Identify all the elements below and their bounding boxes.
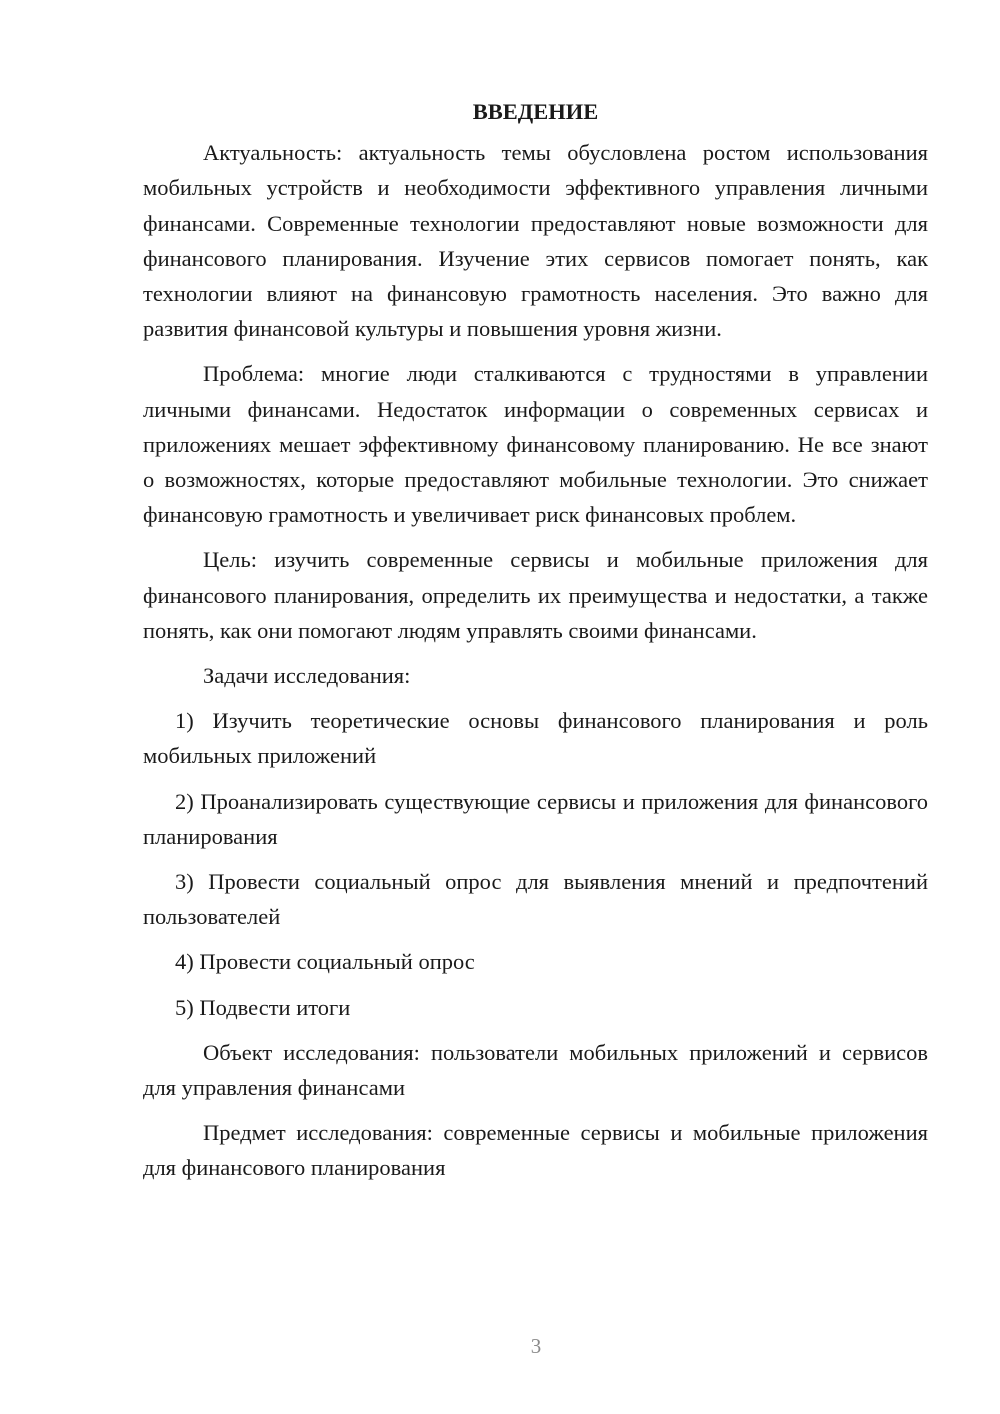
task-item-4: 4) Провести социальный опрос — [175, 949, 475, 975]
goal-paragraph: Цель: изучить современные сервисы и мобильные приложения для финансового планирования, определить их преимущества и недостатки, а также понять, как они помогают людям управлять своими финансами. — [143, 547, 928, 643]
task-item-3: 3) Провести социальный опрос для выявления мнений и предпочтений пользователей — [143, 869, 928, 930]
subject-paragraph: Предмет исследования: современные сервисы и мобильные приложения для финансового планирования — [143, 1120, 928, 1181]
object-paragraph: Объект исследования: пользователи мобильных приложений и сервисов для управления финансами — [143, 1039, 928, 1101]
page-content — [143, 94, 928, 1196]
task-item-2: 2) Проанализировать существующие сервисы и приложения для финансового планирования — [143, 788, 928, 849]
problem-paragraph: Проблема: многие люди сталкиваются с трудностями в управлении личными финансами. Недостаток информации о современных сервисах и приложениях мешает эффективному финансовому планированию. Не все знают о возможностях, которые предоставляют мобильные технологии. Это снижает финансовую грамотность и увеличивает риск финансовых проблем. — [143, 361, 928, 528]
task-item-5: 5) Подвести итоги — [175, 994, 351, 1020]
page-number: 3 — [530, 1334, 542, 1358]
tasks-heading: Задачи исследования: — [203, 663, 411, 689]
task-item-1: 1) Изучить теоретические основы финансового планирования и роль мобильных приложений — [143, 708, 928, 769]
section-title: ВВЕДЕНИЕ — [472, 99, 599, 124]
relevance-paragraph: Актуальность: актуальность темы обусловлена ростом использования мобильных устройств и необходимости эффективного управления личными финансами. Современные технологии предоставляют новые возможности для финансового планирования. Изучение этих сервисов помогает понять, как технологии влияют на финансовую грамотность населения. Это важно для развития финансовой культуры и повышения уровня жизни. — [143, 140, 928, 342]
